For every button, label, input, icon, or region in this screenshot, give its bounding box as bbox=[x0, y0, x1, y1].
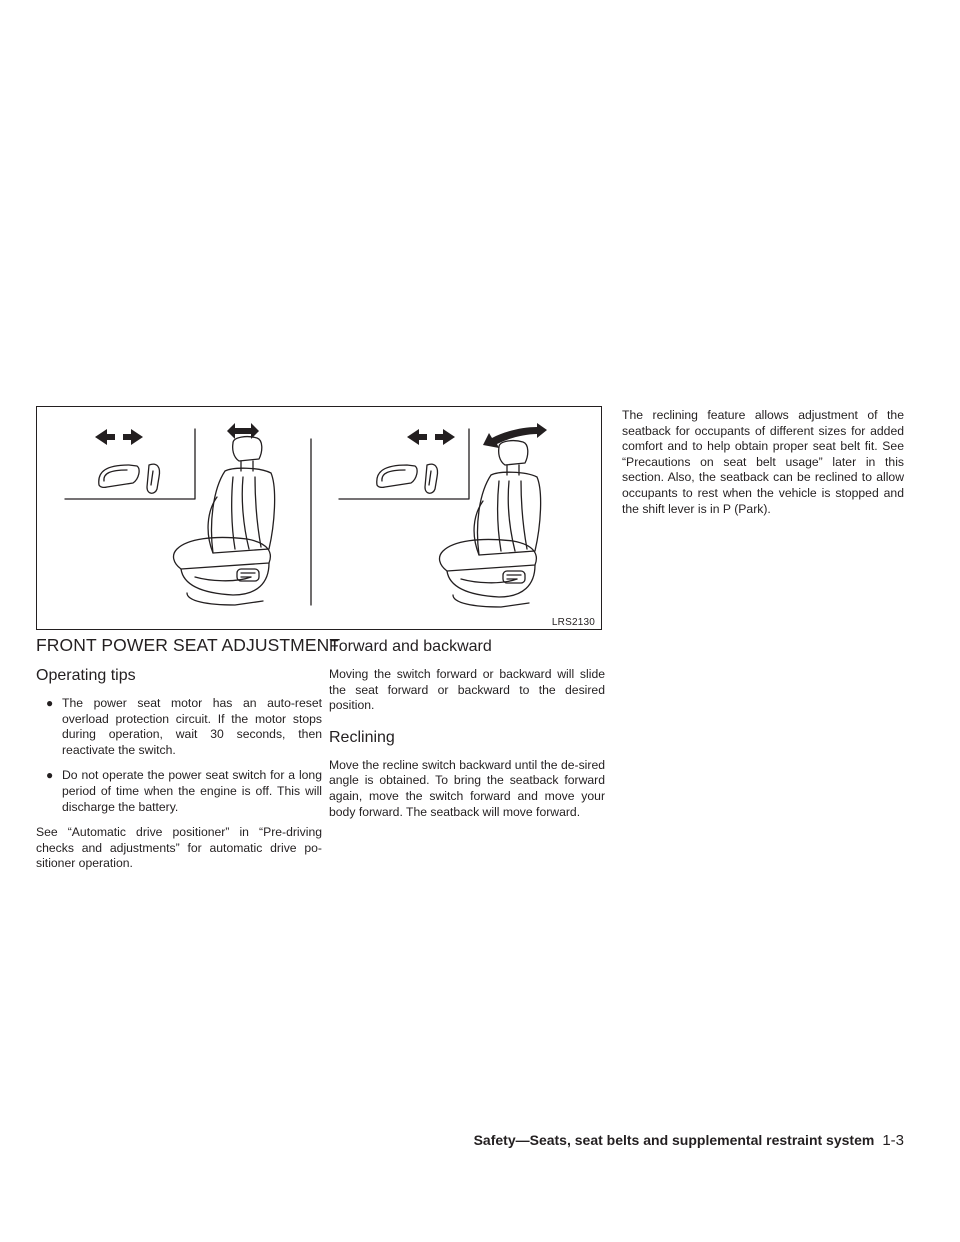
double-arrow-left-right-icon bbox=[407, 429, 455, 445]
subheading-forward-backward: Forward and backward bbox=[329, 638, 492, 655]
page-number: 1-3 bbox=[882, 1132, 904, 1149]
list-item bbox=[36, 768, 322, 815]
list-item-text: The power seat motor has an auto-reset overload protection circuit. If the motor stops during operation, wait 30 seconds, then reactivate the switch. bbox=[62, 696, 322, 757]
power-seat-icon bbox=[440, 441, 541, 607]
list-item-text: Do not operate the power seat switch for a long period of time when the engine is off. This will discharge the battery. bbox=[62, 768, 322, 814]
double-arrow-left-right-icon bbox=[95, 429, 143, 445]
list-item bbox=[36, 696, 322, 758]
footer-section-title: Safety—Seats, seat belts and supplemental restraint system bbox=[473, 1132, 875, 1148]
subheading-reclining: Reclining bbox=[329, 728, 395, 746]
forward-backward-paragraph: Moving the switch forward or backward will slide the seat forward or backward to the desired position. bbox=[329, 667, 605, 713]
bullet-icon: ● bbox=[46, 768, 54, 783]
curved-double-arrow-icon bbox=[483, 423, 547, 448]
page-footer bbox=[0, 1132, 904, 1149]
see-reference-paragraph: See “Automatic drive positioner” in “Pre-driving checks and adjustments” for automatic drive po-sitioner operation. bbox=[36, 825, 322, 871]
section-heading-front-power-seat: FRONT POWER SEAT ADJUSTMENT bbox=[36, 635, 341, 655]
power-seat-icon bbox=[174, 437, 275, 605]
column-left bbox=[36, 634, 341, 880]
subheading-operating-tips: Operating tips bbox=[36, 667, 136, 684]
seat-illustration bbox=[37, 407, 602, 630]
column-right bbox=[622, 408, 904, 525]
bullet-icon: ● bbox=[46, 696, 54, 710]
reclining-paragraph: Move the recline switch backward until the de-sired angle is obtained. To bring the seatback forward again, move the switch forward and move your body forward. The seatback will move forward. bbox=[329, 757, 605, 819]
seat-adjustment-figure bbox=[36, 406, 602, 630]
reclining-feature-paragraph: The reclining feature allows adjustment of the seatback for occupants of different sizes for added comfort and to help obtain proper seat belt fit. See “Precautions on seat belt usage” later in this section. Also, the seatback can be reclined to allow occupants to rest when the vehicle is stopped and the shift lever is in P (Park). bbox=[622, 408, 904, 516]
operating-tips-list bbox=[36, 696, 322, 815]
figure-code-label: LRS2130 bbox=[551, 617, 595, 628]
column-middle bbox=[329, 637, 605, 828]
